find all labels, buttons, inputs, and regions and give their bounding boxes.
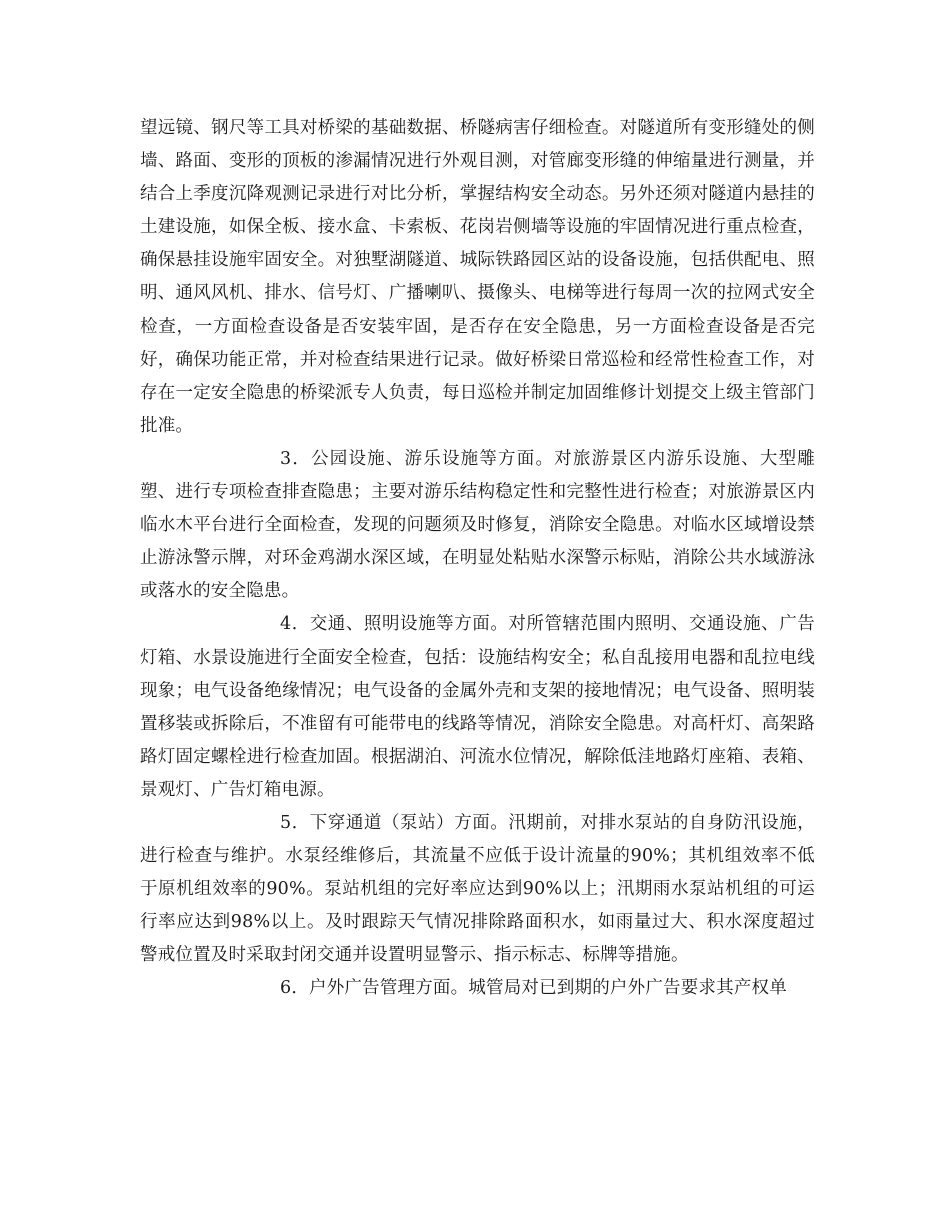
paragraph-park-amusement-facilities: 3．公园设施、游乐设施等方面。对旅游景区内游乐设施、大型雕塑、进行专项检查排查隐患；主要对游乐结构稳定性和完整性进行检查；对旅游景区内临水木平台进行全面检查，发现的问题须及时修复，消除安全隐患。对临水区域增设禁止游泳警示牌，对环金鸡湖水深区域，在明显处粘贴水深警示标贴，消除公共水域游泳或落水的安全隐患。 bbox=[140, 448, 815, 602]
paragraph-bridge-tunnel-inspection: 望远镜、钢尺等工具对桥梁的基础数据、桥隧病害仔细检查。对隧道所有变形缝处的侧墙、路面、变形的顶板的渗漏情况进行外观目测，对管廊变形缝的伸缩量进行测量，并结合上季度沉降观测记录进行对比分析，掌握结构安全动态。另外还须对隧道内悬挂的土建设施，如保全板、接水盒、卡索板、花岗岩侧墙等设施的牢固情况进行重点检查，确保悬挂设施牢固安全。对独墅湖隧道、城际铁路园区站的设备设施，包括供配电、照明、通风风机、排水、信号灯、广播喇叭、摄像头、电梯等进行每周一次的拉网式安全检查，一方面检查设备是否安装牢固，是否存在安全隐患，另一方面检查设备是否完好，确保功能正常，并对检查结果进行记录。做好桥梁日常巡检和经常性检查工作，对存在一定安全隐患的桥梁派专人负责，每日巡检并制定加固维修计划提交上级主管部门批准。 bbox=[140, 118, 815, 436]
paragraph-underpass-pump-station: 5．下穿通道（泵站）方面。汛期前，对排水泵站的自身防汛设施，进行检查与维护。水泵经维修后，其流量不应低于设计流量的90%；其机组效率不低于原机组效率的90%。泵站机组的完好率应达到90%以上；汛期雨水泵站机组的可运行率应达到98%以上。及时跟踪天气情况排除路面积水，如雨量过大、积水深度超过警戒位置及时采取封闭交通并设置明显警示、指示标志、标牌等措施。 bbox=[140, 812, 815, 966]
document-body bbox=[140, 112, 815, 1006]
paragraph-outdoor-advertising: 6．户外广告管理方面。城管局对已到期的户外广告要求其产权单 bbox=[280, 978, 787, 999]
paragraph-traffic-lighting-facilities: 4．交通、照明设施等方面。对所管辖范围内照明、交通设施、广告灯箱、水景设施进行全面安全检查，包括：设施结构安全；私自乱接用电器和乱拉电线现象；电气设备绝缘情况；电气设备的金属外壳和支架的接地情况；电气设备、照明装置移装或拆除后，不准留有可能带电的线路等情况，消除安全隐患。对高杆灯、高架路路灯固定螺栓进行检查加固。根据湖泊、河流水位情况，解除低洼地路灯座箱、表箱、景观灯、广告灯箱电源。 bbox=[140, 614, 815, 800]
